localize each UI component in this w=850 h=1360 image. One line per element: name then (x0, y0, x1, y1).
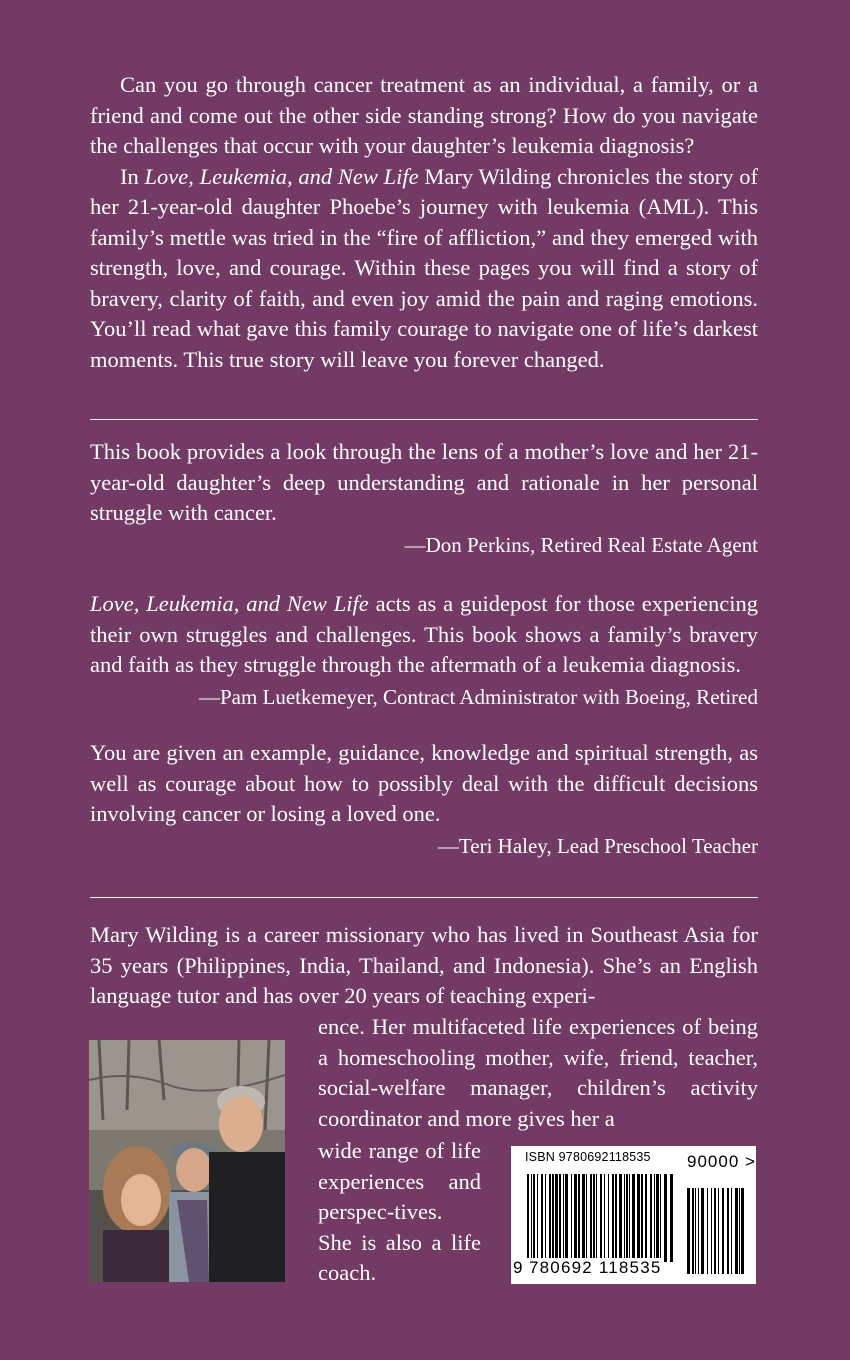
review-1 (90, 437, 758, 559)
intro-blurb (90, 70, 758, 375)
barcode-bar (574, 1174, 577, 1262)
intro-paragraph-2 (90, 162, 758, 376)
divider-2 (90, 897, 758, 898)
barcode-bar (722, 1188, 724, 1274)
barcode-bar (533, 1174, 535, 1262)
isbn-first-digit: 9 (513, 1258, 523, 1277)
barcode-bar (641, 1174, 643, 1262)
barcode-bar (629, 1174, 630, 1262)
barcode-bar (714, 1188, 716, 1274)
barcode-bar (656, 1174, 659, 1262)
barcode-bar (593, 1174, 595, 1262)
barcode-bar (555, 1174, 558, 1262)
author-bio-top: Mary Wilding is a career missionary who has lived in Southeast Asia for 35 years (Philippines, India, Thailand, and Indonesia). She’s an English language tutor and has over 20 years of teaching experi- (90, 922, 758, 1008)
isbn-label: ISBN 9780692118535 (525, 1150, 651, 1164)
barcode-bar (687, 1188, 690, 1274)
review-attribution: —Teri Haley, Lead Preschool Teacher (437, 833, 758, 858)
barcode-bar (578, 1174, 580, 1262)
barcode-bar (670, 1174, 673, 1262)
barcode-bar (735, 1188, 738, 1274)
review-text (90, 589, 758, 681)
barcode-bar (590, 1174, 592, 1262)
review-attribution: —Don Perkins, Retired Real Estate Agent (404, 532, 758, 557)
barcode-bar (545, 1174, 546, 1262)
barcode-bar (660, 1174, 661, 1262)
review-body: acts as a guidepost for those experiencing their own struggles and challenges. This book shows a family’s bravery and faith as they struggle through the aftermath of a leukemia diagnosis. (90, 591, 758, 677)
price-code: 90000 > (687, 1152, 756, 1171)
intro-body: Mary Wilding chronicles the story of her 21-year-old daughter Phoebe’s journey with leukemia (AML). This family’s mettle was tried in the “fire of affliction,” and they emerged with strength, love, and courage. Within these pages you will find a story of bravery, clarity of faith, and even joy amid the pain and raging emotions. You’ll read what gave this family courage to navigate one of life’s darkest moments. This true story will leave you forever changed. (90, 163, 758, 372)
barcode-bar (739, 1188, 740, 1274)
barcode-bar (624, 1174, 625, 1262)
barcode-bar (731, 1188, 732, 1274)
divider-1 (90, 419, 758, 420)
barcode-bar (664, 1174, 667, 1262)
barcode-bar (531, 1174, 532, 1262)
barcode-bar (596, 1174, 597, 1262)
barcode-bar (654, 1174, 655, 1262)
barcode-bar (541, 1174, 543, 1262)
intro-lead: In (120, 163, 145, 189)
barcode-bar (619, 1174, 622, 1262)
barcode-bar (645, 1174, 647, 1262)
barcode-bar (695, 1188, 696, 1274)
review-3 (90, 738, 758, 860)
barcode-bar (586, 1174, 587, 1262)
book-title: Love, Leukemia, and New Life (144, 163, 419, 189)
barcode-bar (718, 1188, 719, 1274)
barcode-bar (741, 1188, 744, 1274)
barcode-bar (552, 1174, 554, 1262)
author-bio-right: ence. Her multifaceted life experiences of being a homeschooling mother, wife, friend, teacher, social-welfare manager, children’s activity coordinator and more gives her a (318, 1014, 758, 1131)
family-photo-illustration (89, 1040, 285, 1282)
barcode-bar (692, 1188, 694, 1274)
barcode-bar (608, 1174, 609, 1262)
barcode-bar (698, 1188, 699, 1274)
barcode-bar (637, 1174, 640, 1262)
barcode-bar (727, 1188, 729, 1274)
barcode-bar (612, 1174, 614, 1262)
barcode-bar (701, 1188, 704, 1274)
barcode-bar (571, 1174, 572, 1262)
isbn-digits: 780692 118535 (529, 1258, 662, 1277)
barcode-bar (626, 1174, 628, 1262)
isbn-barcode (511, 1146, 756, 1284)
barcode-bar (582, 1174, 585, 1262)
barcode-bar (559, 1174, 561, 1262)
review-text: You are given an example, guidance, knowledge and spiritual strength, as well as courage about how to possibly deal with the difficult decisions involving cancer or losing a loved one. (90, 740, 758, 826)
barcode-bar (565, 1174, 568, 1262)
barcode-bar (549, 1174, 551, 1262)
barcode-bar (650, 1174, 652, 1262)
author-bio-narrow: wide range of life experiences and perspec-tives. She is also a life coach. (318, 1138, 481, 1285)
review-text: This book provides a look through the lens of a mother’s love and her 21-year-old daughter’s deep understanding and rationale in her personal struggle with cancer. (90, 439, 758, 525)
intro-paragraph-1: Can you go through cancer treatment as an individual, a family, or a friend and come out the other side standing strong? How do you navigate the challenges that occur with your daughter’s leukemia diagnosis? (90, 72, 758, 158)
review-2 (90, 589, 758, 711)
barcode-bar (615, 1174, 617, 1262)
barcode-bar (537, 1174, 538, 1262)
barcode-bar (711, 1188, 712, 1274)
review-attribution: —Pam Luetkemeyer, Contract Administrator with Boeing, Retired (198, 684, 758, 709)
author-family-photo (89, 1040, 285, 1282)
barcode-bar (707, 1188, 708, 1274)
barcode-bar (632, 1174, 635, 1262)
barcode-bar (563, 1174, 564, 1262)
book-title: Love, Leukemia, and New Life (90, 591, 369, 616)
